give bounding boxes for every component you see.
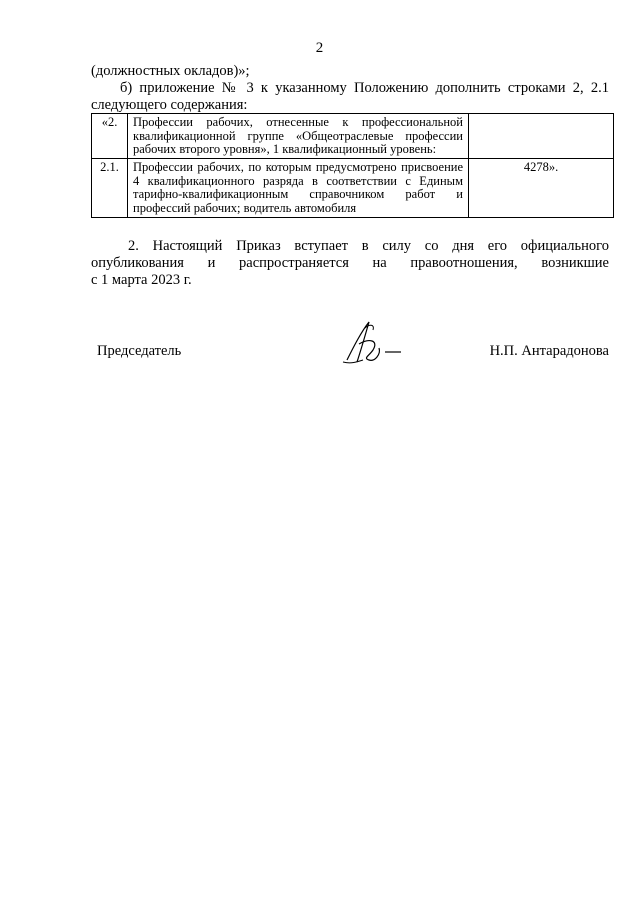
signatory-name: Н.П. Антарадонова xyxy=(489,343,609,359)
page-number: 2 xyxy=(315,40,324,56)
row-number: 2.1. xyxy=(92,159,128,218)
text-line-1: (должностных окладов)»; xyxy=(91,63,250,79)
row-description: Профессии рабочих, по которым предусмотрено присвоение 4 квалификационного разряда в соответствии с Единым тарифно-квалификационным справочником работ и профессий рабочих; водитель автомобиля xyxy=(128,159,469,218)
text-line-2: б) приложение № 3 к указанному Положению дополнить строками 2, 2.1 xyxy=(120,80,609,96)
row-value: 4278». xyxy=(469,159,614,218)
text-line-3: следующего содержания: xyxy=(91,97,248,113)
row-value xyxy=(469,114,614,159)
handwritten-signature xyxy=(339,318,409,368)
signature-block xyxy=(91,340,609,370)
row-description: Профессии рабочих, отнесенные к профессиональной квалификационной группе «Общеотраслевые профессии рабочих второго уровня», 1 квалификационный уровень: xyxy=(128,114,469,159)
paragraph-2-line-1: 2. Настоящий Приказ вступает в силу со дня его официального xyxy=(128,238,609,254)
signatory-title: Председатель xyxy=(97,343,182,359)
row-number: «2. xyxy=(92,114,128,159)
amendment-table xyxy=(91,113,614,218)
table-row xyxy=(92,159,614,218)
paragraph-2-line-2: опубликования и распространяется на правоотношения, возникшие xyxy=(91,255,609,271)
paragraph-2-line-3: с 1 марта 2023 г. xyxy=(91,272,192,288)
table-row xyxy=(92,114,614,159)
